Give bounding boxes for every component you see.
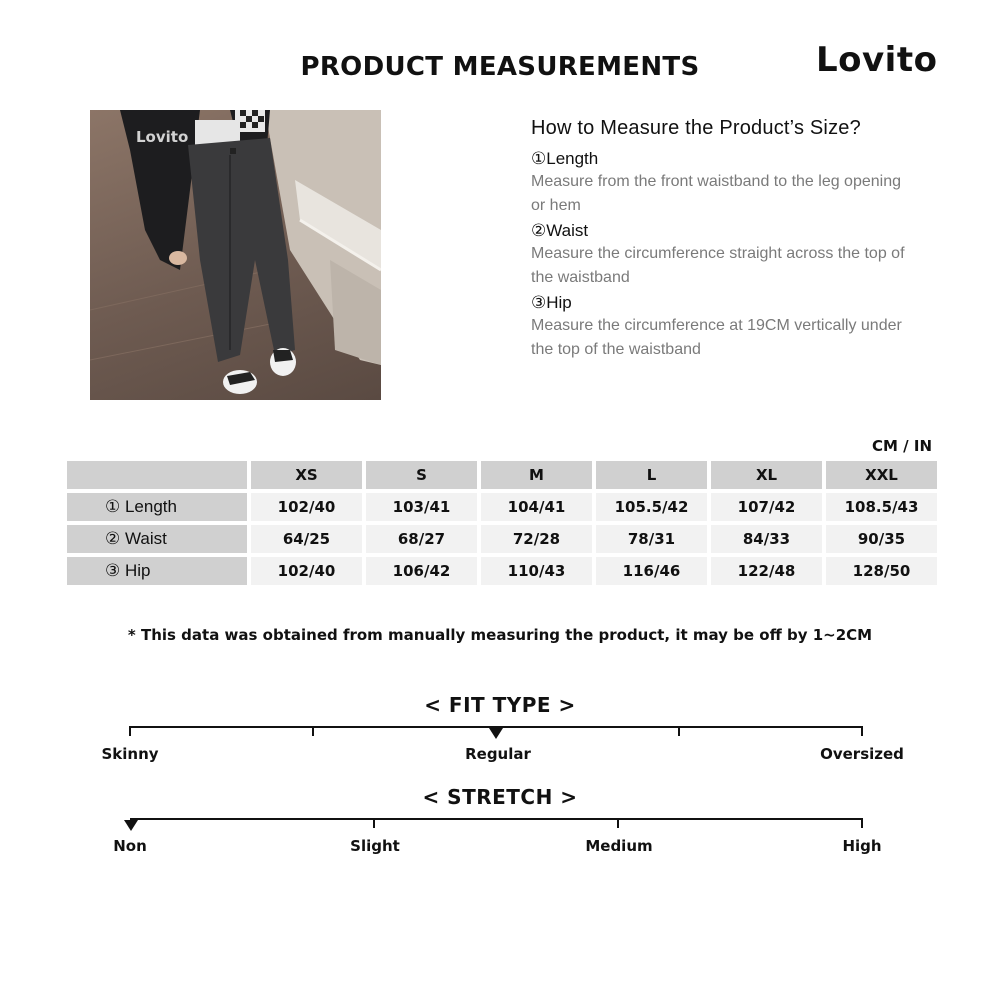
row-label: ② Waist <box>67 525 247 553</box>
guide-item-desc: Measure the circumference at 19CM vertically under the top of the waistband <box>531 317 902 358</box>
table-row <box>67 557 937 585</box>
table-row <box>67 525 937 553</box>
stretch-tick <box>373 818 375 828</box>
table-cell: 110/43 <box>481 557 592 585</box>
table-cell: 64/25 <box>251 525 362 553</box>
brand-logo: Lovito <box>816 40 938 80</box>
stretch-label-slight: Slight <box>350 837 400 855</box>
table-cell: 68/27 <box>366 525 477 553</box>
table-cell: 72/28 <box>481 525 592 553</box>
table-cell: 108.5/43 <box>826 493 937 521</box>
table-cell: 84/33 <box>711 525 822 553</box>
guide-item-hip <box>531 292 911 362</box>
table-cell: 102/40 <box>251 493 362 521</box>
size-header: M <box>481 461 592 489</box>
fit-type-label-skinny: Skinny <box>101 745 159 763</box>
table-header-row <box>67 461 937 489</box>
stretch-label-medium: Medium <box>585 837 653 855</box>
table-cell: 102/40 <box>251 557 362 585</box>
table-cell: 107/42 <box>711 493 822 521</box>
product-photo <box>90 110 381 400</box>
stretch-label-non: Non <box>113 837 147 855</box>
measurement-note: * This data was obtained from manually measuring the product, it may be off by 1~2CM <box>127 626 873 644</box>
size-header: XS <box>251 461 362 489</box>
fit-type-marker-icon <box>489 728 503 739</box>
stretch-marker-icon <box>124 820 138 831</box>
row-label: ① Length <box>67 493 247 521</box>
stretch-label-high: High <box>842 837 882 855</box>
guide-item-waist <box>531 220 911 290</box>
table-cell: 106/42 <box>366 557 477 585</box>
photo-watermark: Lovito <box>136 128 189 146</box>
guide-item-length <box>531 148 911 218</box>
stretch-tick <box>617 818 619 828</box>
stretch-title: < STRETCH > <box>422 785 578 809</box>
stretch-scale-line <box>130 818 862 820</box>
fit-type-title: < FIT TYPE > <box>424 693 576 717</box>
product-photo-illustration <box>90 110 381 400</box>
fit-type-tick <box>312 726 314 736</box>
guide-item-name: ③Hip <box>531 293 572 312</box>
guide-item-name: ②Waist <box>531 221 589 240</box>
fit-type-tick <box>678 726 680 736</box>
size-header: XXL <box>826 461 937 489</box>
guide-item-desc: Measure the circumference straight across the top of the waistband <box>531 245 905 286</box>
table-corner-cell <box>67 461 247 489</box>
guide-item-desc: Measure from the front waistband to the leg opening or hem <box>531 173 901 214</box>
measure-guide <box>531 117 911 364</box>
size-header: S <box>366 461 477 489</box>
table-row <box>67 493 937 521</box>
guide-title: How to Measure the Product’s Size? <box>531 117 861 139</box>
table-cell: 122/48 <box>711 557 822 585</box>
fit-type-label-oversized: Oversized <box>820 745 904 763</box>
table-cell: 103/41 <box>366 493 477 521</box>
table-cell: 78/31 <box>596 525 707 553</box>
page-title: PRODUCT MEASUREMENTS <box>300 52 700 82</box>
fit-type-tick <box>861 726 863 736</box>
fit-type-tick <box>129 726 131 736</box>
stretch-tick <box>861 818 863 828</box>
table-cell: 116/46 <box>596 557 707 585</box>
size-header: L <box>596 461 707 489</box>
row-label: ③ Hip <box>67 557 247 585</box>
table-cell: 105.5/42 <box>596 493 707 521</box>
table-cell: 104/41 <box>481 493 592 521</box>
fit-type-label-regular: Regular <box>465 745 531 763</box>
size-table <box>63 457 941 589</box>
size-header: XL <box>711 461 822 489</box>
unit-label: CM / IN <box>872 437 932 455</box>
table-cell: 128/50 <box>826 557 937 585</box>
guide-item-name: ①Length <box>531 149 599 168</box>
table-cell: 90/35 <box>826 525 937 553</box>
